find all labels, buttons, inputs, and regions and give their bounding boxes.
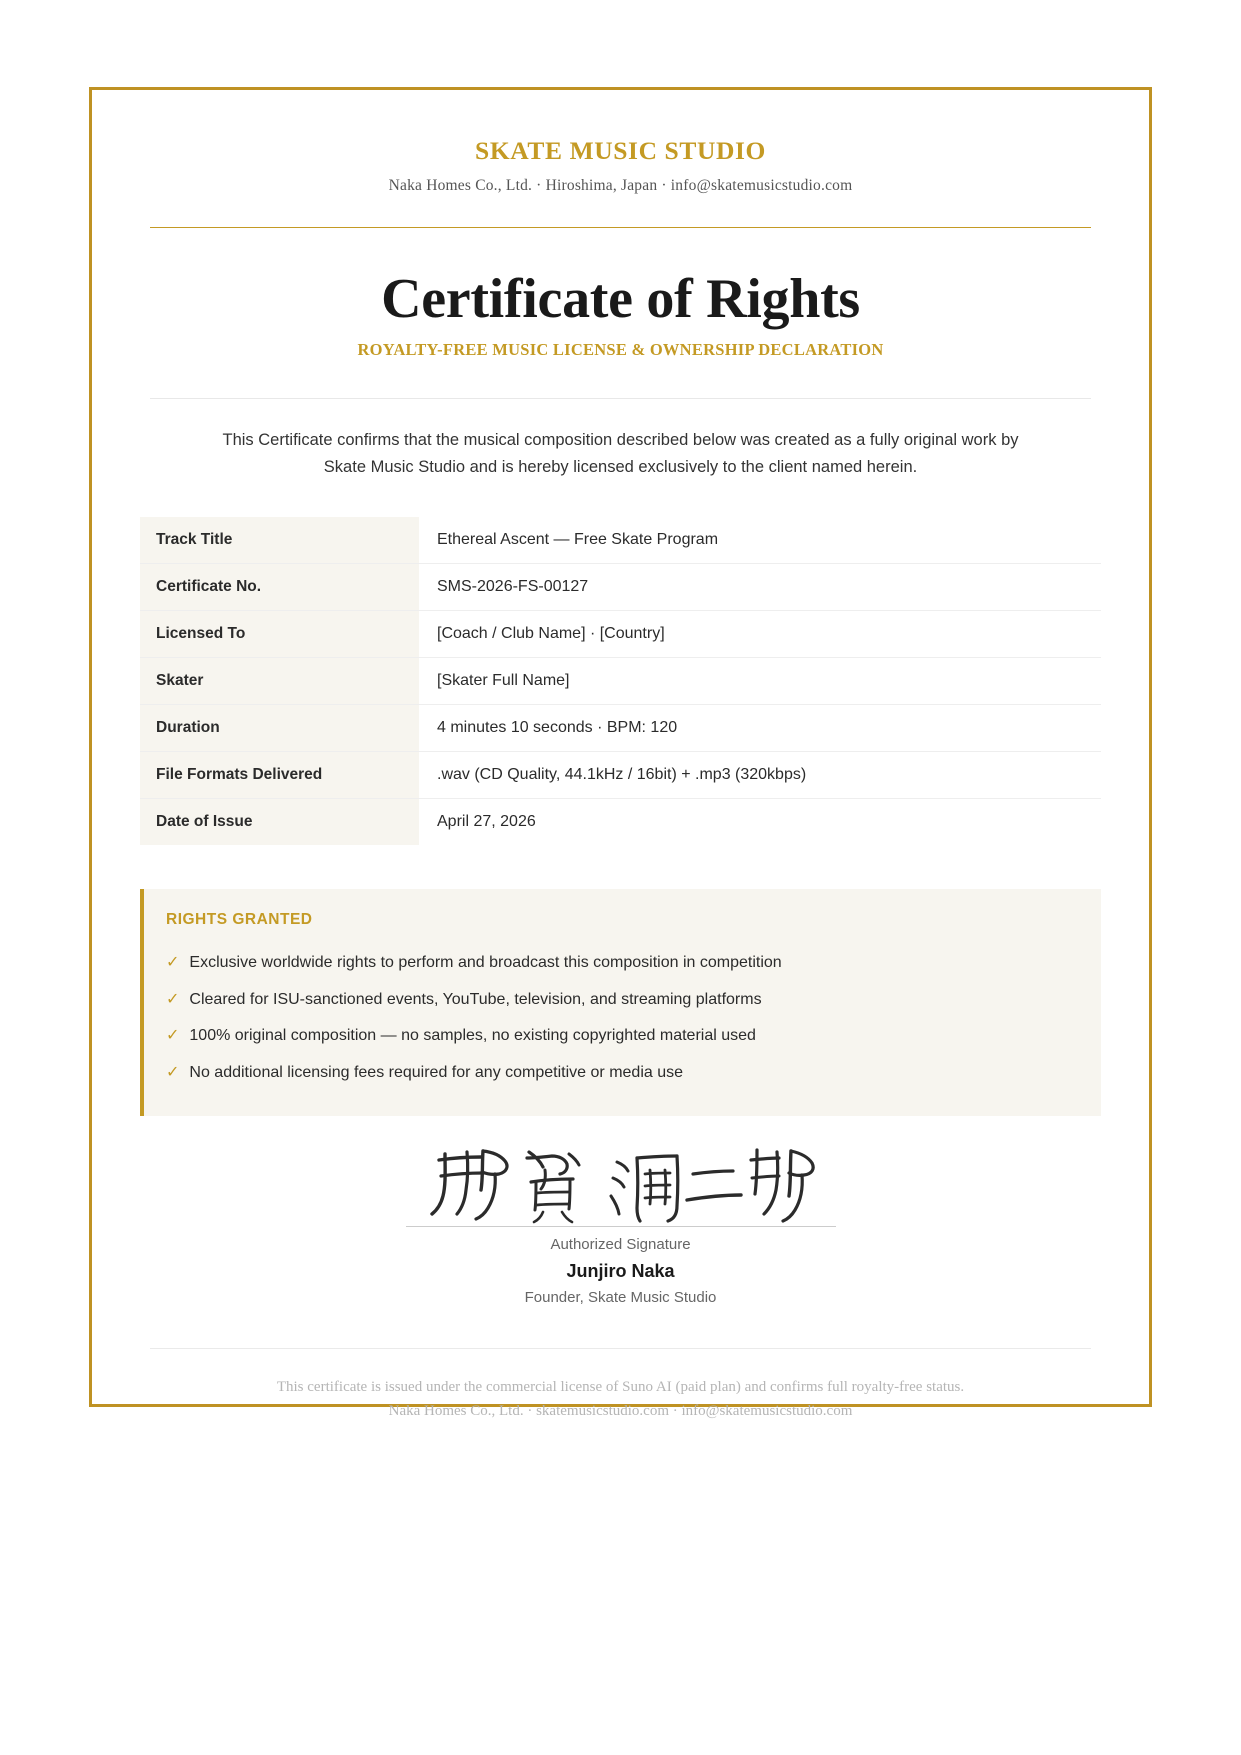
table-row	[140, 563, 1101, 610]
check-icon: ✓	[166, 990, 180, 1008]
rights-granted-heading: RIGHTS GRANTED	[166, 910, 313, 928]
detail-value-licensed-to: [Coach / Club Name] · [Country]	[437, 624, 665, 642]
detail-label-licensed-to: Licensed To	[140, 610, 419, 657]
intro-line-1: This Certificate confirms that the musical composition described below was created as a fully original work	[222, 431, 997, 450]
table-row	[140, 517, 1101, 564]
rights-item-text: 100% original composition — no samples, no existing copyrighted material used	[189, 1027, 756, 1045]
detail-value-duration: 4 minutes 10 seconds · BPM: 120	[437, 718, 678, 736]
table-row	[140, 704, 1101, 751]
detail-value-track-title: Ethereal Ascent — Free Skate Program	[437, 530, 719, 548]
detail-label-duration: Duration	[140, 704, 419, 751]
signature-area	[140, 1138, 1101, 1306]
detail-value-date-of-issue: April 27, 2026	[437, 812, 536, 830]
document-title: Certificate of Rights	[381, 267, 860, 330]
check-icon: ✓	[166, 953, 180, 971]
signer-role: Founder, Skate Music Studio	[524, 1288, 717, 1306]
signature-caption: Authorized Signature	[550, 1235, 691, 1253]
rights-granted-box	[140, 889, 1101, 1116]
detail-label-certificate-no: Certificate No.	[140, 563, 419, 610]
footer-line-2: Naka Homes Co., Ltd. · skatemusicstudio.com · info@skatemusicstudio.com	[388, 1403, 853, 1420]
table-row	[140, 657, 1101, 704]
footer-divider	[150, 1348, 1091, 1349]
footer-line-1: This certificate is issued under the commercial license of Suno AI (paid plan) and confirms full royalty-free status.	[276, 1378, 965, 1395]
table-row	[140, 751, 1101, 798]
intro-paragraph	[206, 427, 1036, 480]
title-divider	[150, 398, 1091, 399]
detail-value-skater: [Skater Full Name]	[437, 671, 570, 689]
check-icon: ✓	[166, 1064, 180, 1082]
rights-item-text: No additional licensing fees required for any competitive or media use	[189, 1064, 684, 1082]
list-item	[166, 982, 1075, 1019]
detail-label-skater: Skater	[140, 657, 419, 704]
signer-name: Junjiro Naka	[566, 1260, 675, 1281]
detail-value-certificate-no: SMS-2026-FS-00127	[437, 577, 589, 595]
gold-border-frame	[89, 87, 1152, 1420]
certificate-content	[92, 90, 1149, 1420]
detail-label-file-formats: File Formats Delivered	[140, 751, 419, 798]
studio-contact-line: Naka Homes Co., Ltd. · Hiroshima, Japan · info@skatemusicstudio.com	[388, 176, 853, 194]
list-item	[166, 1018, 1075, 1055]
rights-granted-list	[166, 945, 1075, 1092]
details-table	[140, 517, 1101, 845]
header-divider	[150, 227, 1091, 228]
studio-name: SKATE MUSIC STUDIO	[475, 136, 766, 165]
list-item	[166, 1055, 1075, 1092]
footer	[140, 1375, 1101, 1424]
table-row	[140, 798, 1101, 845]
detail-label-date-of-issue: Date of Issue	[140, 798, 419, 845]
table-row	[140, 610, 1101, 657]
list-item	[166, 945, 1075, 982]
intro-line-2: by Skate Music Studio and is hereby licensed exclusively to the client named herein.	[323, 431, 1019, 477]
rights-item-text: Cleared for ISU-sanctioned events, YouTube, television, and streaming platforms	[189, 990, 762, 1008]
detail-value-file-formats: .wav (CD Quality, 44.1kHz / 16bit) + .mp3 (320kbps)	[437, 765, 807, 783]
handwritten-signature-icon	[421, 1138, 821, 1224]
rights-item-text: Exclusive worldwide rights to perform and broadcast this composition in competition	[189, 953, 782, 971]
signature-line	[406, 1226, 836, 1227]
detail-label-track-title: Track Title	[140, 517, 419, 564]
check-icon: ✓	[166, 1027, 180, 1045]
document-subtitle: ROYALTY-FREE MUSIC LICENSE & OWNERSHIP DECLARATION	[357, 340, 884, 360]
